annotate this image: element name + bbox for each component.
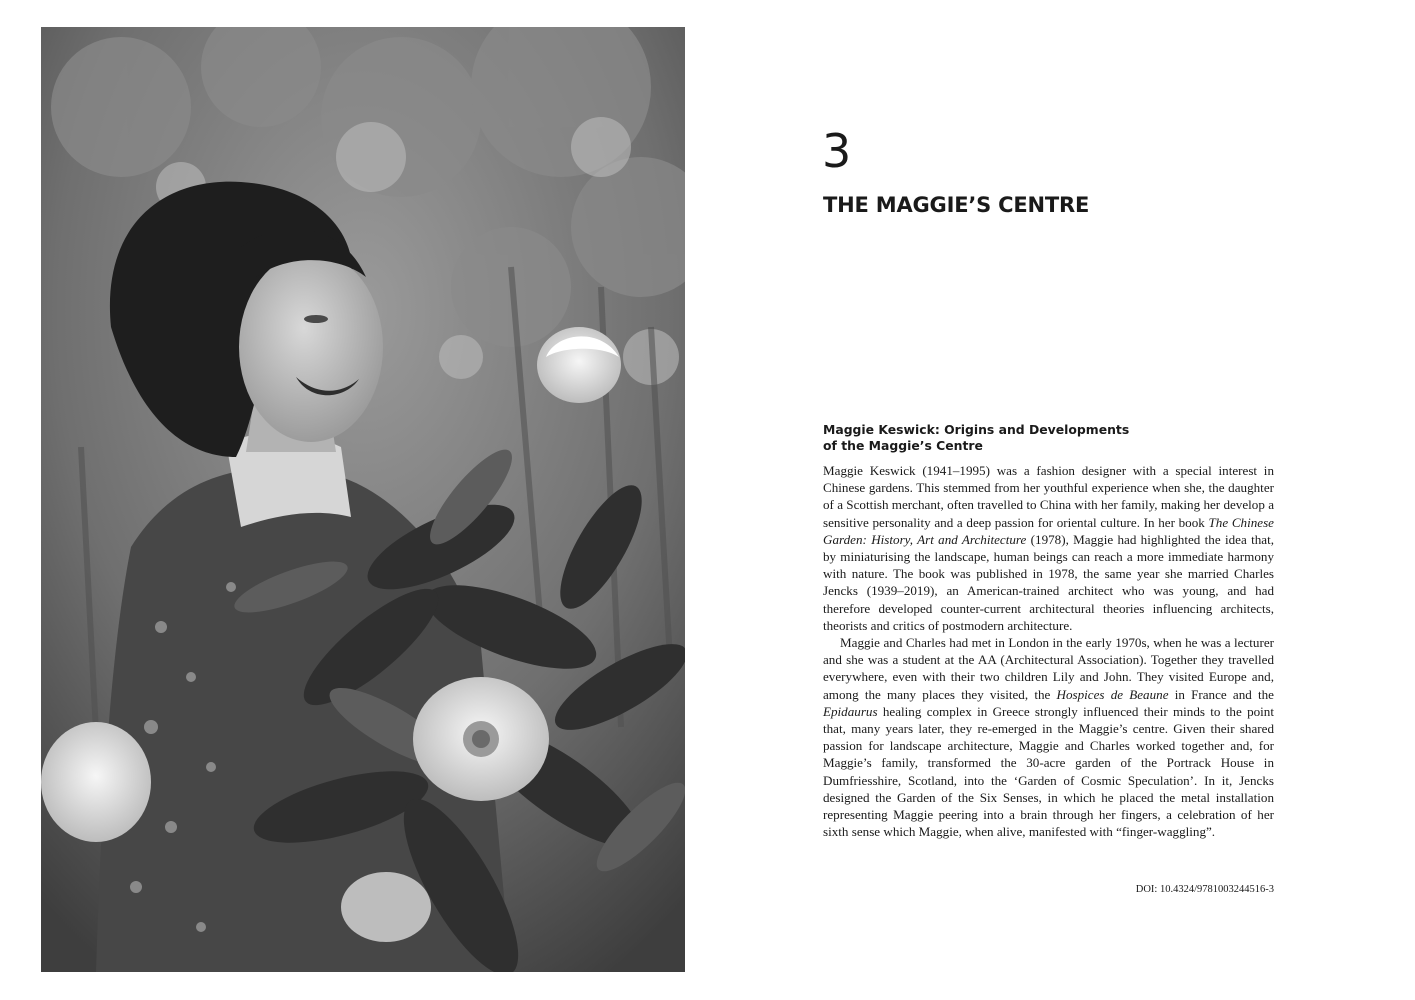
paragraph-2-text-c: healing complex in Greece strongly influenced their minds to the point that, many years later, they re-emerged in the Maggie’s centre. Given their shared passion for landscape architecture, Maggie and Charles worked together and, for Maggie’s family, transformed the 30-acre garden of the Portrack House in Dumfriesshire, Scotland, into the ‘Garden of Cosmic Speculation’. In it, Jencks designed the Garden of the Six Senses, in which he placed the metal installation representing Maggie peering into a brain through her fingers, a celebration of her sixth sense which Maggie, when alive, manifested with “finger-waggling”.: [823, 703, 1274, 840]
chapter-title: THE MAGGIE’S CENTRE: [823, 193, 1090, 217]
book-title: The Chinese Garden: History, Art and Architecture: [823, 514, 1274, 547]
paragraph-2-text-b: in France and the: [1168, 686, 1274, 702]
paragraph-1: [823, 462, 1274, 634]
paragraph-2: [823, 634, 1274, 840]
portrait-photo: [41, 27, 685, 972]
paragraph-1-text-a: Maggie Keswick (1941–1995) was a fashion designer with a special interest in Chinese gardens. This stemmed from her youthful experience when she, the daughter of a Scottish merchant, often travelled to China with her family, making her develop a sensitive personality and a deep passion for oriental culture. In her book: [823, 463, 1274, 530]
doi-reference: DOI: 10.4324/9781003244516-3: [1135, 884, 1274, 895]
section-heading-line-2: of the Maggie’s Centre: [823, 438, 983, 453]
paragraph-1-text-b: (1978), Maggie had highlighted the idea that, by miniaturising the landscape, human beings can reach a more immediate harmony with nature. The book was published in 1978, the same year she married Charles Jencks (1939–2019), an American-trained architect who was young, and had therefore developed counter-current architectural theories influencing architects, theorists and critics of postmodern architecture.: [823, 531, 1274, 633]
place-name-epidaurus: Epidaurus: [823, 703, 878, 719]
body-text: [823, 462, 1274, 840]
section-heading-line-1: Maggie Keswick: Origins and Developments: [823, 422, 1130, 437]
paragraph-2-text-a: Maggie and Charles had met in London in the early 1970s, when he was a lecturer and she was a student at the AA (Architectural Association). Together they travelled everywhere, even with their two children Lily and John. They visited Europe and, among the many places they visited, the: [823, 635, 1274, 702]
chapter-number: 3: [822, 124, 852, 178]
section-heading: [823, 422, 1153, 454]
place-name-beaune: Hospices de Beaune: [1056, 686, 1169, 702]
